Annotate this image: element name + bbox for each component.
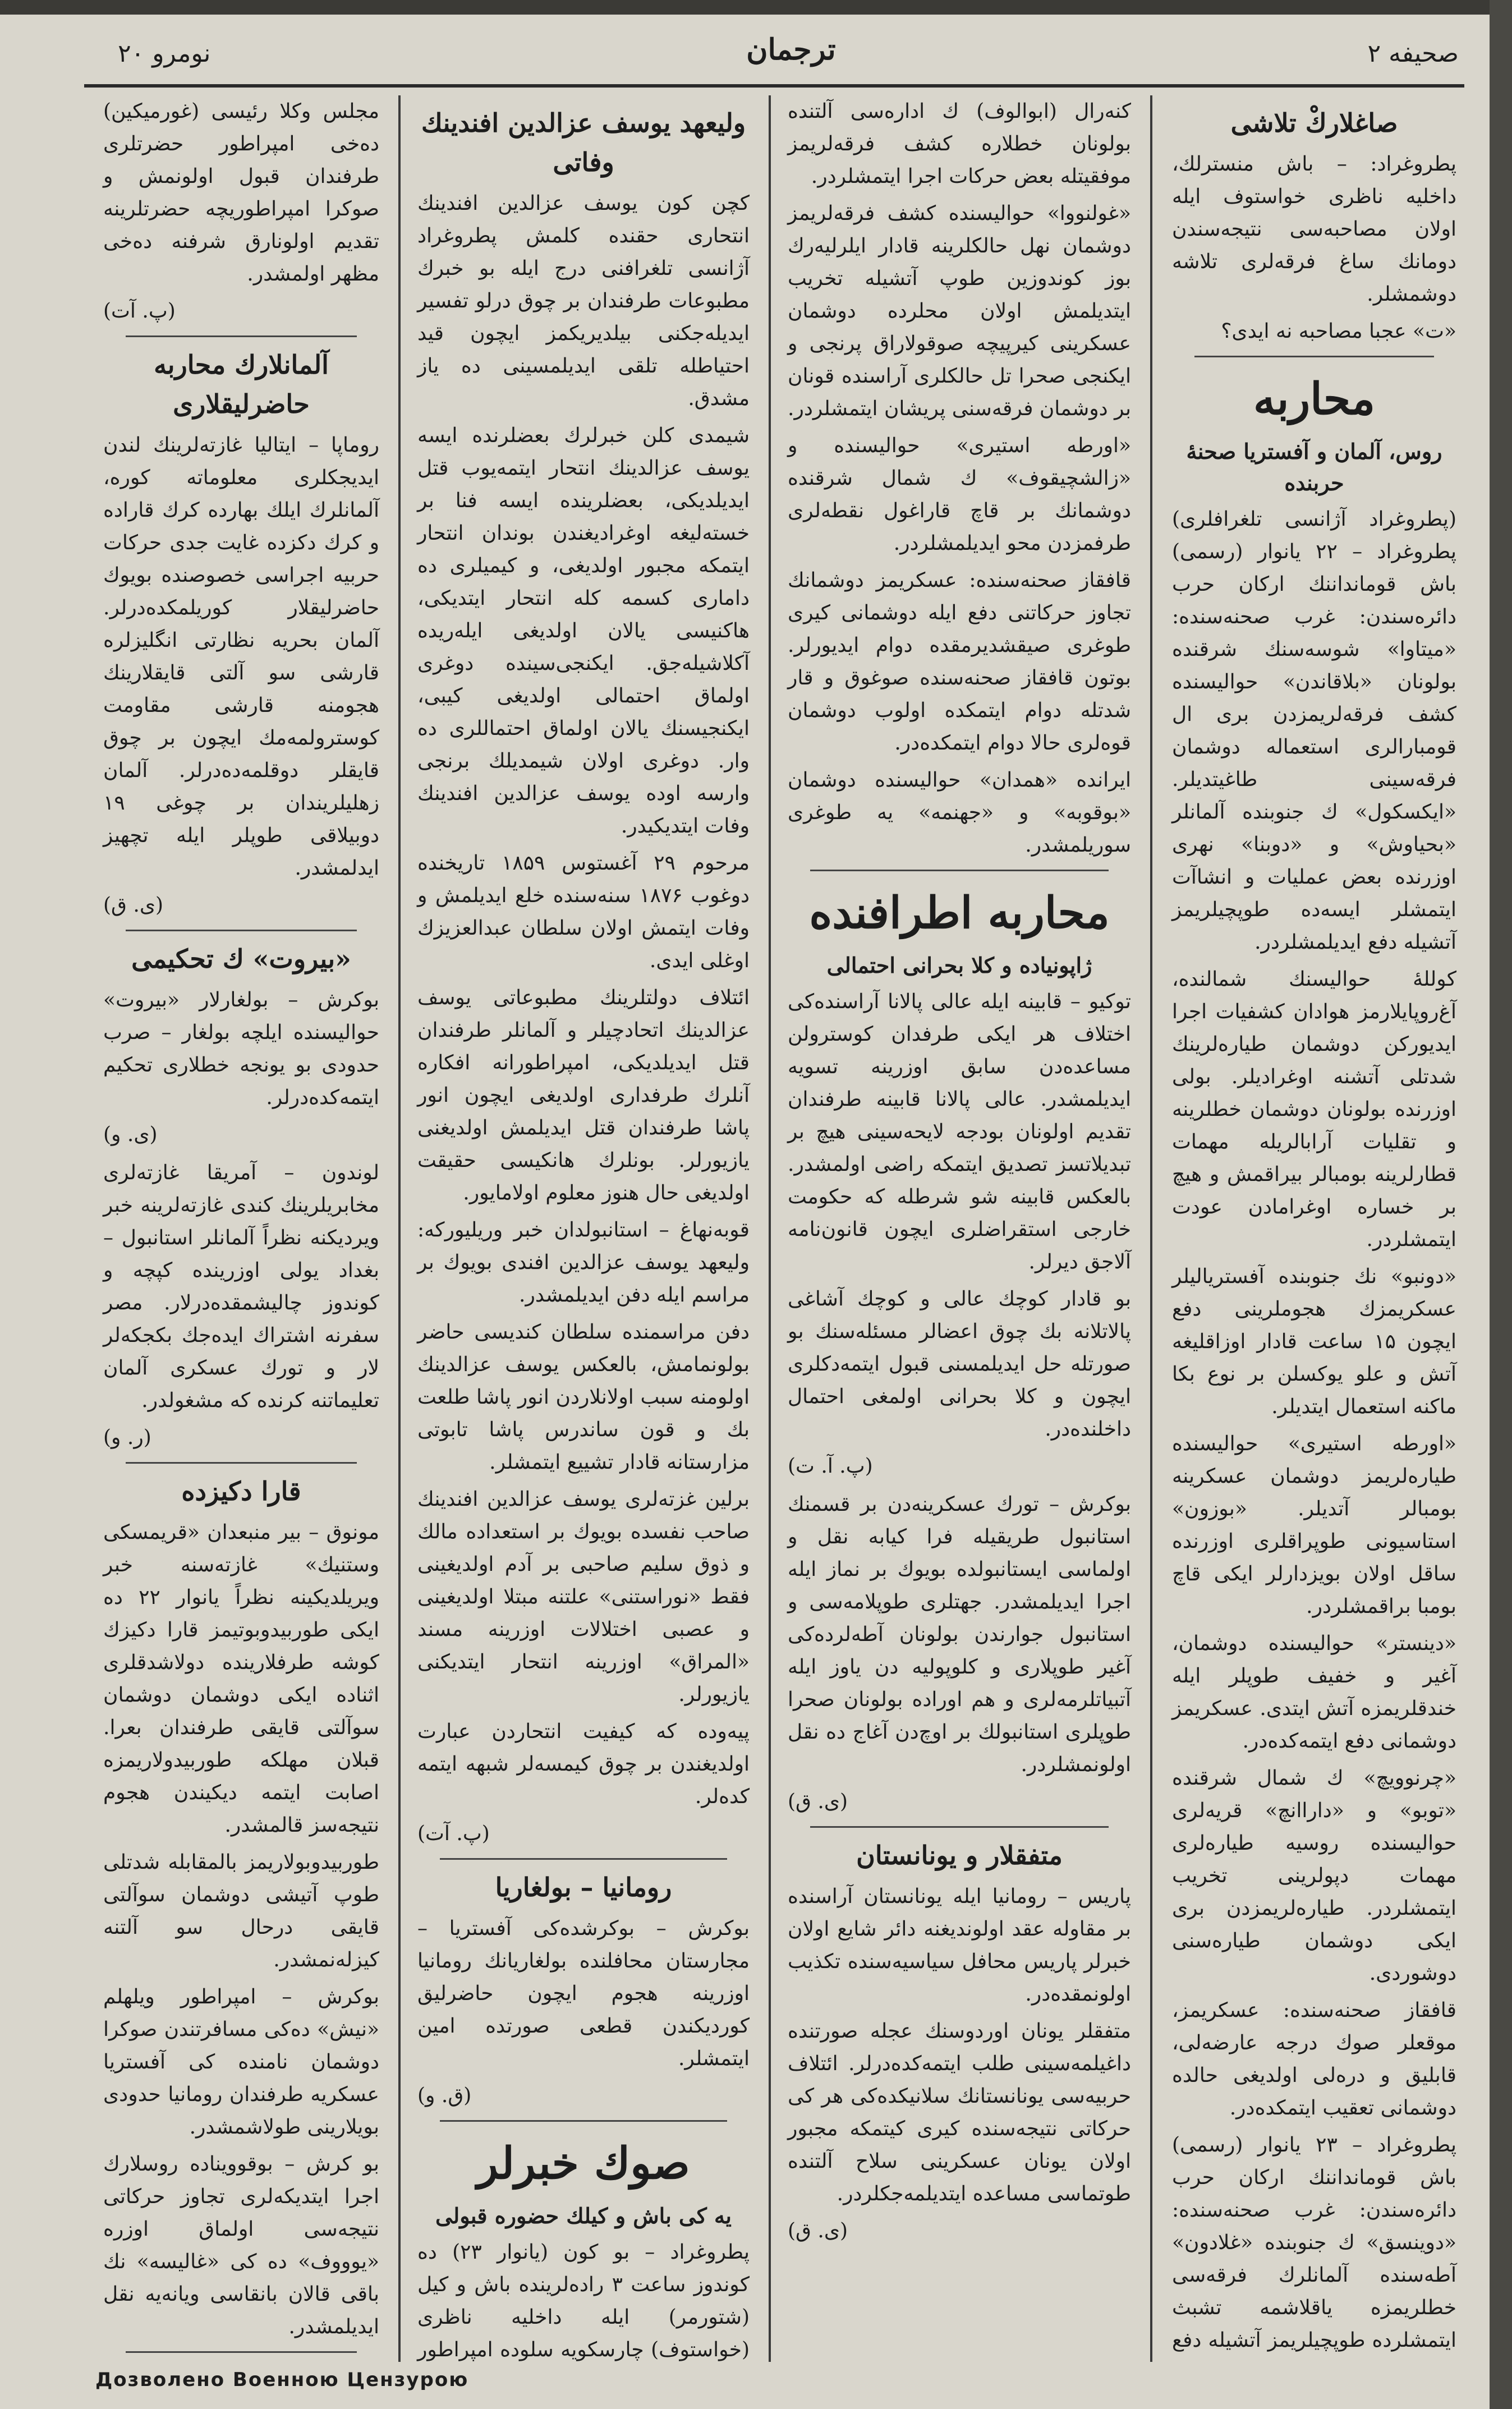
column-divider [1150,95,1152,2362]
article-paragraph: بوکرش – بوکرشده‌کی آفستریا – مجارستان محافلنده بولغاریانك رومانیا اوزرینه هجوم ایچون حاضرلیق کوردیکندن قطعی صورتده امین ایتمشلر. [417,1917,750,2070]
article-paragraph: پطروغراد – ۲۳ یانوار (رسمی) باش قومانداننك ارکان حرب دائره‌سندن: غرب صحنه‌سنده: «دوینسق» ك جنوبنده «غلادون» آطه‌سنده آلمانلرك فرقه‌سی خطلریمزه یاقلاشمه تشبث ایتمشلرده طوپچیلریمز آتشیله دفع [1172,2134,1456,2352]
article-paragraph: پطروغراد: – باش منسترلك، داخلیه ناظری خواستوف ایله اولان مصاحبه‌سی نتیجه‌سندن دومانك ساغ فرقه‌لری تلاشه دوشمشلر. [1172,153,1456,306]
section-heading: محاربه اطرافنده [809,888,1110,939]
article-paragraph: طوربیدوبولاریمز بالمقابله شدتلی طوپ آتیشی دوشمان سوآلتی قایقی درحال سو آلتنه کیزله‌نمشدر. [103,1851,379,1971]
scan-edge-right [1490,0,1512,2409]
column-divider [769,95,771,2362]
article-paragraph: «دونبو» نك جنوبنده آفستریالیلر عسکریمزك هجوملرینی دفع ایچون ۱۵ ساعت قادار اوزاقلیغه آتش و علو یوکسلن بر نوع بکا ماکنه استعمال ایتدیلر. [1172,1265,1456,1418]
article-paragraph: قوبه‌نهاغ – استانبولدان خبر وریلیورکه: ولیعهد یوسف عزالدین افندی بویوك بر مراسم ایله دفن ایدیلمشدر. [417,1219,750,1307]
section-heading: صوك خبرلر [477,2138,690,2189]
article-paragraph: مرحوم ۲۹ آغستوس ۱۸۵۹ تاریخنده دوغوب ۱۸۷۶ سنه‌سنده خلع ایدیلمش و وفات ایتمش اولان سلطان عبدالعزیزك اوغلی ایدی. [417,852,750,972]
article-paragraph: قافقاز صحنه‌سنده: عسکریمز، موقعلر صوك درجه عارضه‌لی، قابلیق و دره‌لی اولدیغی حالده دوشمانی تعقیب ایتمکده‌در. [1172,1999,1456,2120]
article-paragraph: کوللهٔ حوالیسنك شمالنده، آغ‌روپایلارمز هوادان کشفیات اجرا ایدیورکن دوشمان طیاره‌لرینك شدتلی آتشنه اوغرادیلر. بولی اوزرنده بولونان دوشمان خطلرینه و تقلیات آرابالریله مهمات قطارلرینه بومبالر بیراقمش و هیچ بر خساره اوغرامادن عودت ایتمشلردر. [1172,968,1456,1251]
article-paragraph: دفن مراسمنده سلطان کندیسی حاضر بولونمامش، بالعکس یوسف عزالدینك اولومنه سبب اولانلاردن انور پاشا طلعت بك و قون ساندرس پاشا تابوتی مزارستانه قادار تشییع ایتمشلر. [417,1321,750,1474]
article-paragraph: «اورطه استیری» حوالیسنده طیاره‌لریمز دوشمان عسکرینه بومبالر آتدیلر. «بوزون» استاسیونی طوپراقلری اوزرنده ساقل اولان بویزدارلر ایکی قاچ بومبا براقمشلردر. [1172,1432,1456,1618]
section-separator [126,335,357,337]
article-paragraph: (پطروغراد آژانسی تلغرافلری) پطروغراد – ۲۲ یانوار (رسمی) باش قومانداننك ارکان حرب دائره‌سندن: غرب صحنه‌سنده: «میتاوا» شوسه‌سنك شرقنده بولونان «بلاقاندن» حوالیسنده کشف فرقه‌لریمزدن بری ال قومبارالری استعماله دوشمان فرقه‌سینی طاغیتدیلر. «ایکسکول» ك جنوبنده آلمانلر «بحیاوش» و «دوبنا» نهری اوزرنده بعض عملیات و انشاآت ایتمشلر ایسه‌ده طوپچیلریمز آتشیله دفع ایدیلمشلردر. [1172,508,1456,954]
article-paragraph: بو کرش – بوقوویناده روسلارك اجرا ایتدیکه‌لری تجاوز حرکاتی نتیجه‌سی اولماق اوزره «یوووف» ده کی «غالیسه» نك باقی قالان بانقاسی ویانه‌یه نقل ایدیلمشدر. [103,2153,379,2338]
article-paragraph: روماپا – ایتالیا غازته‌لرینك لندن ایدیجکلری معلوماته کوره، آلمانلرك ایلك بهارده کرك قاراده و کرك دکزده غایت جدی حرکات حربیه اجراسی خصوصنده بویوك حاضرلیقلار کوریلمکده‌درلر. آلمان بحریه نظارتی انگلیزلره قارشی سو آلتی قایقلارینك هجومنه قارشی مقاومت کوسترولمه‌مك ایچون بر چوق قایقلر دوقلمه‌ده‌درلر. آلمان زهلیلریندان بر چوغی ۱۹ دوبیلاقی طوپلر ایله تچهیز ایدلمشدر. [103,434,379,880]
column-1 [1159,95,1470,2362]
column-4 [90,95,393,2362]
section-subheading: روس، آلمان و آفستریا صحنهٔ حربنده [1186,439,1442,495]
article-paragraph: بوکرش – امپراطور ویلهلم «نیش» ده‌کی مسافرتندن صوکرا دوشمان نامنده کی آفستریا عسکریه طرفندان رومانیا حدودی بویلارینی طولاشمشدر. [103,1985,379,2139]
article-paragraph: «غولنووا» حوالیسنده کشف فرقه‌لریمز دوشمان نهل حالکلرینه قادار ایلرلیه‌رك بوز کوندوزین طوپ آتشیله تخریب ایتدیلمش اولان محلرده دوشمان عسکرینی کیرپیچه صوقولاراق پرنجی و ایکنجی صحرا تل حالکلری آراسنده قونان بر دوشمان فرقه‌سنی پریشان ایتمشلردر. [788,202,1131,420]
article-signature: (پ. آ. ت) [788,1455,873,1478]
newspaper-title: ترجمان [746,33,836,67]
article-paragraph: ایرانده «همدان» حوالیسنده دوشمان «بوقوبه» و «جهنمه» یه طوغری سوریلمشدر. [788,769,1131,857]
column-divider [398,95,401,2362]
article-paragraph: «چرنوویچ» ك شمال شرقنده «توبو» و «داراانچ» قریه‌لری حوالیسنده روسیه طیاره‌لری مهمات دپولرینی تخریب ایتمشلردر. طیاره‌لریمزدن بری ایکی دوشمان طیاره‌سنی دوشوردی. [1172,1767,1456,1985]
article-paragraph: بوکرش – بولغارلار «بیروت» حوالیسنده ایلچه بولغار – صرب حدودی بو یونجه خطلاری تحکیم ایتمه‌کده‌درلر. [103,989,379,1109]
article-signature: (ی. ق) [103,894,164,917]
article-heading: قارا دکیزده [181,1476,301,1506]
section-separator [810,870,1109,871]
censor-stamp: Дозволено Военною Цензурою [95,2369,469,2391]
article-paragraph: توکیو – قابینه ایله عالی پالانا آراسنده‌کی اختلاف هر ایکی طرفدان کوسترولن مساعده‌دن سابق اوزرینه تسویه ایدیلمشدر. عالی پالانا قابینه طرفندان تقدیم اولونان بودجه لایحه‌سینی هیچ بر تبدیلاتسز تصدیق ایتمکه راضی اولمشدر. بالعکس قابینه شو شرطله که حکومت خارجی استقراضلری ایچون قانون‌نامه آلاجق دیرلر. [788,990,1131,1274]
article-heading: آلمانلارك محاربه حاضرلیقلاری [154,350,329,419]
column-3 [404,95,763,2362]
article-paragraph: پیه‌وده که کیفیت انتحاردن عبارت اولدیغندن بر چوق کیمسه‌لر شبهه ایتمه کده‌لر. [417,1720,750,1808]
article-signature: (پ. آت) [103,300,176,323]
article-paragraph: شیمدی کلن خبرلرك بعضلرنده ایسه یوسف عزالدینك انتحار ایتمه‌یوب قتل ایدیلدیکی، بعضلرینده ایسه فنا بر خسته‌لیغه اوغرادیغندن بوندان انتحار ایتمکه مجبور اولدیغی، و کیمیلری ده داماری کسمه کله انتحار ایتدیکی، هاکنیسی یالان اولدیغی ایله‌ریده آکلاشیله‌جق. ایکنجی‌سینده دوغری اولماق احتمالی اولدیغی کیبی، ایکنجیسنك یالان اولماق احتماللری ده وار. دوغری اولان شیمدیلك برنجی وارسه اوده یوسف عزالدین افندینك وفات ایتدیکیدر. [417,424,750,838]
issue-number: نومرو ۲۰ [118,39,211,68]
article-heading: رومانیا – بولغاریا [495,1872,672,1902]
article-paragraph: مجلس وکلا رئیسی (غورمیکین) ده‌خی امپراطور حضرتلری طرفندان قبول اولونمش و صوکرا امپراطوریچه حضرتلرینه تقدیم اولونارق شرفنه ده‌خی مظهر اولمشدر. [103,100,379,286]
article-signature: «ت» عجبا مصاحبه نه ایدی؟ [1221,320,1456,343]
article-paragraph: برلین غزته‌لری یوسف عزالدین افندینك صاحب نفسده بویوك بر استعداده مالك و ذوق سلیم صاحبی بر آدم اولدیغینی فقط «نوراستنی» علتنه مبتلا اولدیغینی و عصبی اختلالات اوزرینه مسند «المراق» اوزرینه انتحار ایتدیکنی یازیورلر. [417,1488,750,1706]
masthead [84,22,1470,84]
article-paragraph: پطروغراد – بو کون (یانوار ۲۳) ده کوندوز ساعت ۳ راده‌لرینده باش و کیل (شتورمر) ایله داخلیه ناظری (خواستوف) چارسکویه سلوده امپراطور [417,2241,750,2361]
article-signature: (ق. و) [417,2084,472,2107]
article-heading: «بیروت» ك تحکیمی [131,944,351,974]
section-separator [126,2351,357,2353]
article-paragraph: «اورطه استیری» حوالیسنده و «زالشچیقوف» ك شمال شرقنده دوشمانك بر قاچ قاراغول نقطه‌لری طرفمزدن محو ایدیلمشلردر. [788,434,1131,555]
correction-heading [103,2361,379,2362]
article-paragraph: بوکرش – تورك عسکرینه‌دن بر قسمنك استانبول طریقیله فرا کیابه نقل و اولماسی ایستانبولده بویوك بر نماز ایله اجرا ایدیلمشدر. جهتلری طوپلامه‌سی و استانبول جوارندن بولونان آطه‌لرده‌کی آغیر طوپلاری و کلوپولیه دن یاوز ایله آتبیاتلرمه‌لری و هم اوراده بولونان صحرا طوپلری استانبولك بر اوچ‌دن آغاج ده نقل اولونمشلردر. [788,1493,1131,1776]
article-paragraph: پاریس – رومانیا ایله یونانستان آراسنده بر مقاوله عقد اولوندیغنه دائر شایع اولان خبرلر پاریس محافل سیاسیه‌سنده تکذیب اولونمقده‌در. [788,1885,1131,2006]
article-signature: (پ. آت) [417,1822,490,1845]
article-paragraph: ائتلاف دولتلرینك مطبوعاتی یوسف عزالدینك اتحادچیلر و آلمانلر طرفندان قتل ایدیلدیکی، امپراطورانه افکاره آنلرك طرفداری اولدیغی ایچون انور پاشا طرفندان قتل ایدیلمش اولدیغنی یازیورلر. بونلرك هانکیسی حقیقت اولدیغی حال هنوز معلوم اولامایور. [417,986,750,1204]
article-paragraph: «دینستر» حوالیسنده دوشمان، آغیر و خفیف طوپلر ایله خندقلریمزه آتش ایتدی. عسکریمز دوشمانی دفع ایتمه‌کده‌در. [1172,1632,1456,1753]
article-paragraph: قافقاز صحنه‌سنده: عسکریمز دوشمانك تجاوز حرکاتنی دفع ایله دوشمانی کیری طوغری صیقشدیرمقده دوام ایدیورلر. بوتون قافقاز صحنه‌سنده صوغوق و قار شدتله دوام ایتمکده اولوب دوشمان قوه‌لری حالا دوام ایتمکده‌در. [788,569,1131,755]
article-paragraph: متفقلر یونان اوردوسنك عجله صورتنده داغیلمه‌سینی طلب ایتمه‌کده‌درلر. ائتلاف حربیه‌سی یونانستانك سلانیکده‌کی هر کی حرکاتی نتیجه‌سنده کیری کیتمکه مجبور اولان یونان عسکرینی سلاح آلتنده طوتماسی مساعده ایتدیلمه‌جکلردر. [788,2020,1131,2205]
article-signature: (ر. و) [103,1426,151,1449]
article-heading: ولیعهد یوسف عزالدین افندینك وفاتی [421,108,746,177]
section-separator [440,2120,727,2122]
article-signature: (ی. ق) [788,2219,848,2242]
scan-edge-top [0,0,1512,15]
article-paragraph: بو قادار کوچك عالی و کوچك آشاغی پالاتلانه بك چوق اعضالر مسئله‌سنك بو صورتله حل ایدیلمسنی قبول ایتمه‌دکلری ایچون و کلا بحرانی اولمغی احتمال داخلنده‌در. [788,1288,1131,1441]
article-signature: (ی. و) [103,1123,158,1146]
article-signature: (ی. ق) [788,1790,848,1813]
article-paragraph: کنه‌رال (ابوالوف) ك ادار‌ه‌سی آلتنده بولونان خطلاره کشف فرقه‌لریمز موفقیتله بعض حرکات اجرا ایتمشلردر. [788,100,1131,188]
article-heading: صاغلاركْ تلاشی [1230,108,1398,138]
section-separator [1194,356,1434,357]
page-number: صحیفه ۲ [1367,39,1459,68]
article-paragraph: لوندون – آمریقا غازته‌لری مخابریلرینك کندی غازته‌لرینه خبر ویردیکنه نظراً آلمانلر استانبول – بغداد یولی اوزرینده کپچه و کوندوز چالیشمقده‌درلار. مصر سفرنه اشتراك ایده‌جك بکجکه‌لر لار و تورك عسکری آلمان تعلیماتنه کرنده که مشغولدر. [103,1161,379,1412]
section-separator [126,930,357,931]
section-separator [126,1462,357,1464]
article-paragraph: کچن کون یوسف عزالدین افندینك انتحاری حقنده کلمش پطروغراد آژانسی تلغرافنی درج ایله بو خبرك مطبوعات طرفندان بر چوق درلو تفسیر ایدیله‌جکنی بیلدیریکمز ایچون قید احتیاطله تلقی ایدیلمسینی ده یاز مشدق. [417,192,750,410]
section-separator [440,1858,727,1860]
section-separator [810,1826,1109,1828]
section-subheading: یه کی باش و کیلك حضوره قبولی [435,2203,732,2228]
section-subheading: ژاپونیاده و کلا بحرانی احتمالی [826,953,1092,978]
section-heading: محاربه [1253,374,1376,425]
article-paragraph: مونوق – بیر منبعدان «قریمسکی وستنیك» غازته‌سنه خبر ویریلدیکینه نظراً یانوار ۲۲ ده ایکی طوربیدوبوتیمز قارا دکیزك کوشه طرفلارینده دولاشدقلری اثناده ایکی دوشمان دوشمان سوآلتی قایقی طرفندان بعرا. قبلان مهلکه طوربیدولاریمزه اصابت ایتمه دیکیندن هجوم نتیجه‌سز قالمشدر. [103,1521,379,1837]
column-2 [774,95,1145,2362]
article-heading: متفقلار و یونانستان [856,1840,1063,1870]
masthead-rule [84,84,1464,88]
